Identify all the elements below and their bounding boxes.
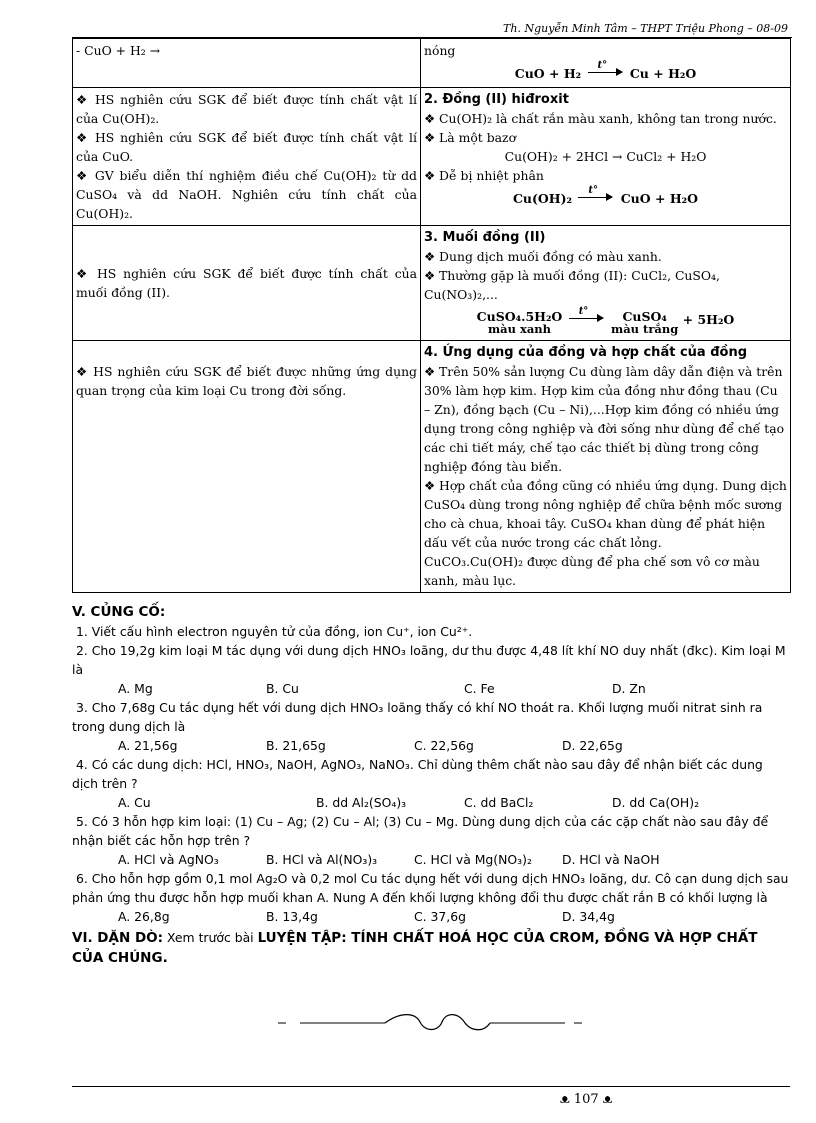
row2-left [73,88,421,226]
row4-right [421,341,791,593]
equation-cuo-h2 [424,60,787,83]
answer-options [72,907,792,926]
row2-line: ❖ Dễ bị nhiệt phân [424,168,544,183]
option: C. dd BaCl₂ [464,795,534,810]
row3-line: ❖ Thường gặp là muối đồng (II): CuCl₂, CuSO₄, Cu(NO₃)₂,... [424,268,720,302]
table-row [73,341,791,593]
option: A. 26,8g [118,909,170,924]
question: 4. Có các dung dịch: HCl, HNO₃, NaOH, AgNO₃, NaNO₃. Chỉ dùng thêm chất nào sau đây để nhận biết các dung dịch trên ? [72,757,763,791]
homework-title: LUYỆN TẬP: TÍNH CHẤT HOÁ HỌC CỦA CROM, ĐỒNG VÀ HỢP CHẤT CỦA CHÚNG. [72,930,758,966]
flourish-right-icon: ᴥ [598,1092,613,1107]
page-number [560,1092,612,1107]
page-number-value: 107 [573,1092,599,1107]
heat-arrow-icon [588,60,622,73]
question: 1. Viết cấu hình electron nguyên tử của đồng, ion Cu⁺, ion Cu²⁺. [76,624,473,639]
eq-right [611,310,678,336]
equation-cuoh2-hcl: Cu(OH)₂ + 2HCl → CuCl₂ + H₂O [504,149,707,164]
ornament-divider-icon [270,1010,590,1034]
eq-left: Cu(OH)₂ [512,191,573,206]
option: D. 34,4g [562,909,615,924]
option: D. 22,65g [562,738,623,753]
answer-options [72,736,792,755]
footer-divider [72,1086,790,1087]
section-title: 3. Muối đồng (II) [424,230,546,245]
homework-text: Xem trước bài [167,930,254,945]
option: A. 21,56g [118,738,178,753]
row4-paragraph: ❖ Hợp chất của đồng cũng có nhiều ứng dụng. Dung dịch CuSO₄ dùng trong nông nghiệp để chữa bệnh mốc sương cho cà chua, khoai tây. CuSO₄ khan dùng để phát hiện dấu vết của nước trong các chất lỏng. [424,478,787,550]
header-title: Th. Nguyễn Minh Tâm – THPT Triệu Phong – 08-09 [503,22,788,35]
option: B. HCl và Al(NO₃)₃ [266,852,378,867]
option: C. 37,6g [414,909,466,924]
row1-note: nóng [424,43,456,58]
option: D. HCl và NaOH [562,852,660,867]
option: B. Cu [266,681,299,696]
option: C. 22,56g [414,738,474,753]
row3-right [421,226,791,341]
eq-right-formula: CuSO₄ [622,309,667,324]
answer-options [72,679,792,698]
heat-arrow-icon [569,306,603,319]
option: A. HCl và AgNO₃ [118,852,219,867]
practice-title: V. CỦNG CỐ: [72,604,166,620]
row1-left: - CuO + H₂ → [73,39,421,88]
heat-arrow-icon [578,185,612,198]
question: 6. Cho hỗn hợp gồm 0,1 mol Ag₂O và 0,2 mol Cu tác dụng hết với dung dịch HNO₃ loãng, dư. Cô cạn dung dịch sau phản ứng thu được hỗn hợp muối khan A. Nung A đến khối lượng không đổi thu được chất rắn B có khối lượng là [72,871,789,905]
option: A. Cu [118,795,151,810]
eq-left-formula: CuSO₄.5H₂O [476,309,563,324]
row4-paragraph: ❖ Trên 50% sản lượng Cu dùng làm dây dẫn điện và trên 30% làm hợp kim. Hợp kim của đồng như đồng thau (Cu – Zn), đồng bạch (Cu – Ni),...Hợp kim đồng có nhiều ứng dụng trong công nghiệp và đời sống như dùng để chế tạo các chi tiết máy, chế tạo các thiết bị dùng trong công nghiệp đóng tàu biển. [424,364,785,474]
row3-left-item: ❖ HS nghiên cứu SGK để biết được tính chất của muối đồng (II). [76,266,417,300]
row2-right [421,88,791,226]
flourish-left-icon: ᴥ [560,1092,574,1107]
question: 3. Cho 7,68g Cu tác dụng hết với dung dịch HNO₃ loãng thấy có khí NO thoát ra. Khối lượng muối nitrat sinh ra trong dung dịch là [72,700,763,734]
row2-left-item: ❖ GV biểu diễn thí nghiệm điều chế Cu(OH)₂ từ dd CuSO₄ và dd NaOH. Nghiên cứu tính chất của Cu(OH)₂. [76,168,417,221]
option: B. 21,65g [266,738,326,753]
row2-left-item: ❖ HS nghiên cứu SGK để biết được tính chất vật lí của Cu(OH)₂. [76,92,417,126]
question: 2. Cho 19,2g kim loại M tác dụng với dung dịch HNO₃ loãng, dư thu được 4,48 lít khí NO duy nhất (đkc). Kim loại M là [72,643,786,677]
option: A. Mg [118,681,153,696]
equation-cuso4-heat [424,306,787,336]
table-row [73,88,791,226]
eq-left: CuO + H₂ [514,66,582,81]
option: D. dd Ca(OH)₂ [612,795,700,810]
row2-left-item: ❖ HS nghiên cứu SGK để biết được tính chất vật lí của CuO. [76,130,417,164]
lesson-table [72,38,791,593]
row4-paragraph: CuCO₃.Cu(OH)₂ được dùng để pha chế sơn vô cơ màu xanh, màu lục. [424,554,760,588]
section-title: 2. Đồng (II) hiđroxit [424,92,569,107]
row2-line: ❖ Cu(OH)₂ là chất rắn màu xanh, không tan trong nước. [424,111,777,126]
equation-cuoh2-heat [424,185,787,208]
eq-left-color: màu xanh [487,322,551,336]
homework-label: VI. DẶN DÒ: [72,930,164,946]
eq-condition: t° [597,60,608,71]
row3-left [73,226,421,341]
option: B. 13,4g [266,909,318,924]
answer-options [72,850,792,869]
eq-right-color: màu trắng [611,322,679,336]
eq-left [477,310,563,336]
row2-line: ❖ Là một bazơ [424,130,517,145]
eq-right: CuO + H₂O [620,191,699,206]
option: C. HCl và Mg(NO₃)₂ [414,852,532,867]
row4-left-item: ❖ HS nghiên cứu SGK để biết được những ứng dụng quan trọng của kim loại Cu trong đời sống. [76,364,417,398]
option: B. dd Al₂(SO₄)₃ [316,795,407,810]
eq-condition: t° [588,185,598,196]
answer-options [72,793,792,812]
table-row [73,39,791,88]
homework [72,928,792,968]
eq-right: Cu + H₂O [629,66,697,81]
option: D. Zn [612,681,646,696]
row1-right [421,39,791,88]
eq-condition: t° [578,306,589,317]
section-title: 4. Ứng dụng của đồng và hợp chất của đồng [424,345,748,360]
row3-line: ❖ Dung dịch muối đồng có màu xanh. [424,249,662,264]
eq-right-water: + 5H₂O [682,312,735,327]
table-row [73,226,791,341]
option: C. Fe [464,681,495,696]
practice-section [72,603,792,968]
question: 5. Có 3 hỗn hợp kim loại: (1) Cu – Ag; (2) Cu – Al; (3) Cu – Mg. Dùng dung dịch của các cặp chất nào sau đây để nhận biết các hỗn hợp trên ? [72,814,769,848]
page-header [72,22,792,38]
row4-left [73,341,421,593]
